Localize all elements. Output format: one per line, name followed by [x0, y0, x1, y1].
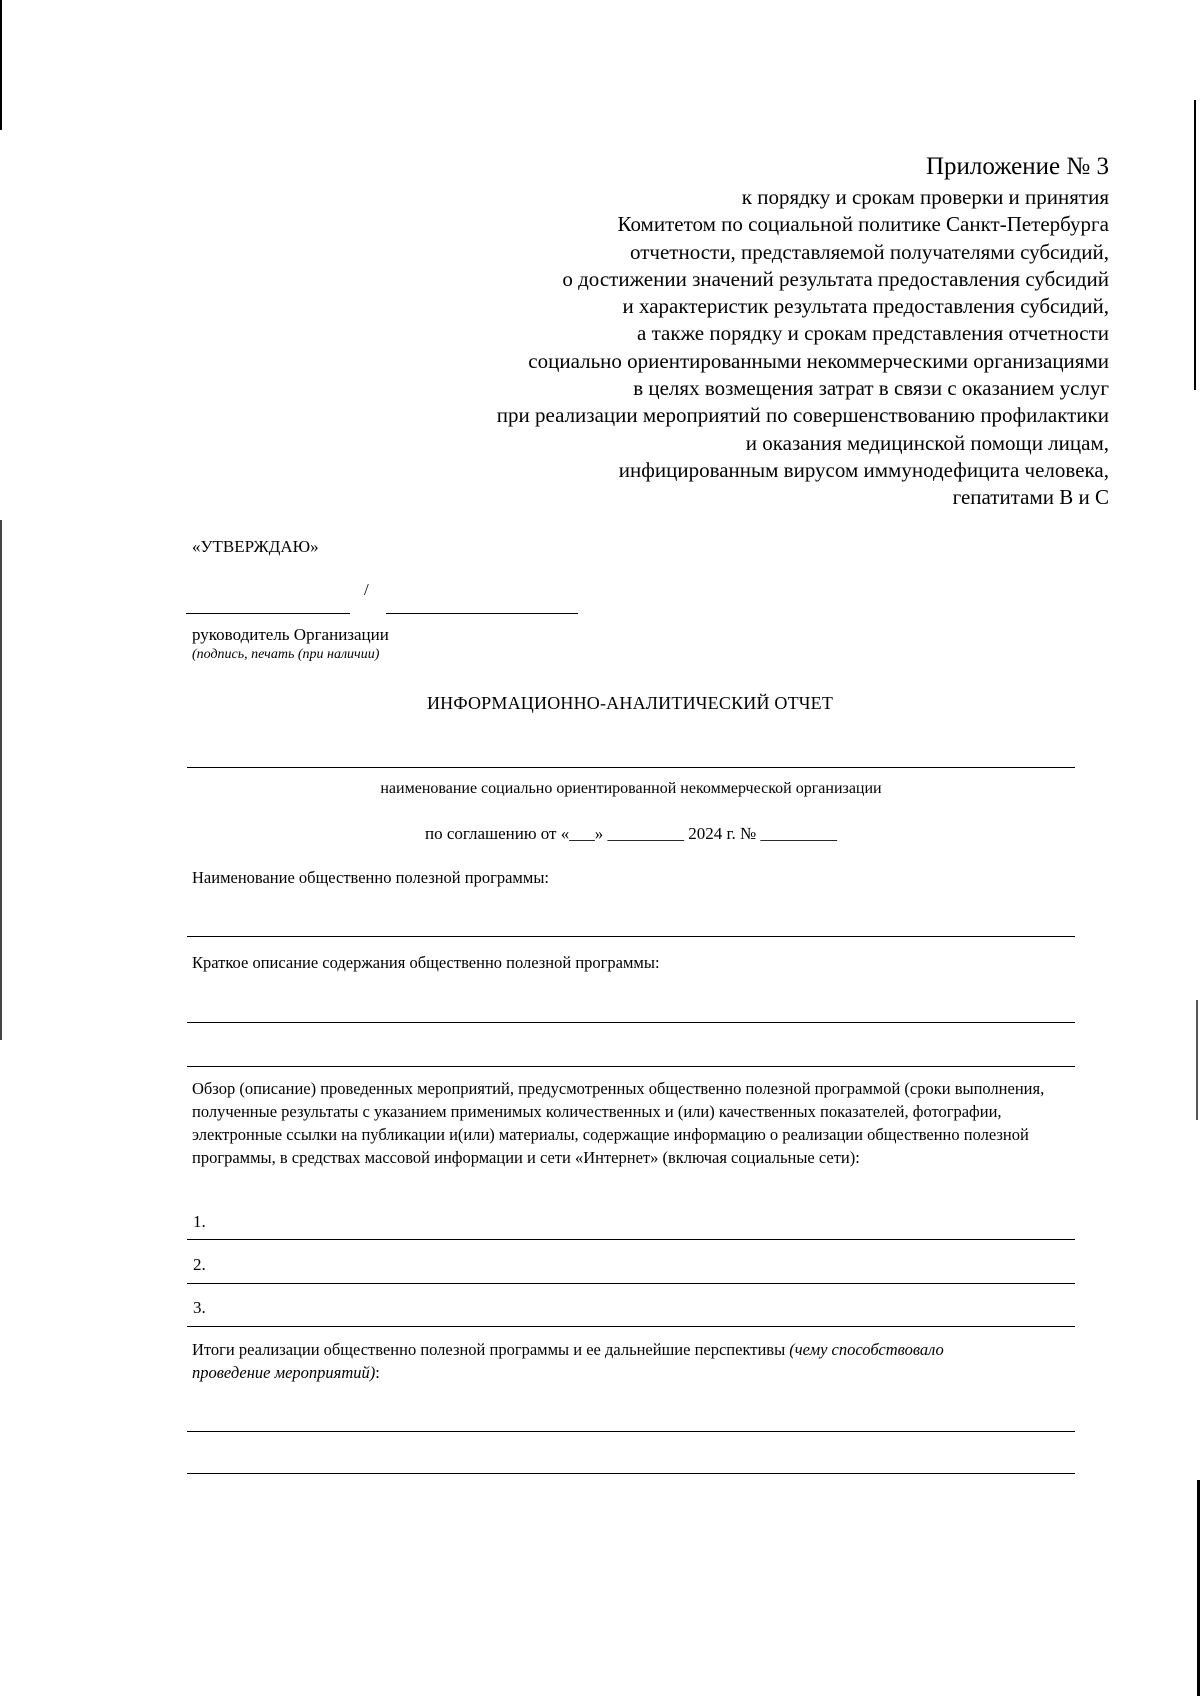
program-description-field-line[interactable] — [187, 1022, 1075, 1023]
appendix-line: Комитетом по социальной политике Санкт-Петербурга — [617, 212, 1109, 237]
appendix-title: Приложение № 3 — [925, 153, 1109, 180]
scan-edge-right-middle — [1196, 1000, 1198, 1120]
approval-label: «УТВЕРЖДАЮ» — [192, 537, 319, 556]
appendix-line: и характеристик результата предоставления субсидий, — [622, 294, 1109, 319]
scan-edge-right-top — [1194, 100, 1196, 390]
results-field-line[interactable] — [187, 1473, 1075, 1474]
organization-name-field[interactable] — [187, 767, 1075, 768]
appendix-line: в целях возмещения затрат в связи с оказанием услуг — [633, 376, 1109, 401]
events-review-label: Обзор (описание) проведенных мероприятий, предусмотренных общественно полезной программой (сроки выполнения, полученные результаты с указанием применимых количественных и (или) качественных показателей, фотографии, электронные ссылки на публикации и(или) материалы, содержащие информацию о реализации общественно полезной программы, в средствах массовой информации и сети «Интернет» (включая социальные сети): — [192, 1079, 1045, 1167]
list-item-field[interactable] — [187, 1326, 1075, 1327]
program-name-field[interactable] — [187, 936, 1075, 937]
list-item-field[interactable] — [187, 1239, 1075, 1240]
program-description-label: Краткое описание содержания общественно полезной программы: — [192, 953, 660, 972]
list-item-number: 2. — [193, 1255, 206, 1274]
program-name-label: Наименование общественно полезной программы: — [192, 868, 549, 887]
signature-slash: / — [364, 580, 369, 599]
appendix-line: гепатитами В и С — [952, 485, 1109, 510]
appendix-line: социально ориентированными некоммерческими организациями — [528, 348, 1109, 373]
appendix-line: к порядку и срокам проверки и принятия — [741, 185, 1109, 209]
signature-line[interactable] — [186, 613, 350, 614]
head-role-label: руководитель Организации — [192, 625, 389, 644]
results-label-main: Итоги реализации общественно полезной программы и ее дальнейшие перспективы — [192, 1340, 790, 1359]
organization-name-caption: наименование социально ориентированной некоммерческой организации — [380, 780, 882, 797]
program-description-field-line[interactable] — [187, 1066, 1075, 1067]
appendix-header — [497, 150, 1109, 512]
appendix-line: а также порядку и срокам представления отчетности — [637, 321, 1109, 346]
results-label-italic: (чему способствовало проведение мероприятий) — [192, 1340, 944, 1382]
results-field-line[interactable] — [187, 1431, 1075, 1432]
appendix-line: при реализации мероприятий по совершенствованию профилактики — [496, 403, 1109, 428]
scan-edge-left-middle — [0, 520, 2, 1040]
appendix-line: отчетности, представляемой получателями субсидий, — [630, 239, 1109, 264]
report-title: ИНФОРМАЦИОННО-АНАЛИТИЧЕСКИЙ ОТЧЕТ — [426, 693, 834, 713]
results-label — [192, 1338, 992, 1384]
appendix-line: и оказания медицинской помощи лицам, — [745, 430, 1109, 455]
appendix-line: инфицированным вирусом иммунодефицита человека, — [618, 457, 1109, 482]
agreement-line: по соглашению от «___» _________ 2024 г. № _________ — [424, 824, 838, 843]
list-item-number: 3. — [193, 1298, 206, 1317]
signature-note: (подпись, печать (при наличии) — [192, 647, 380, 662]
appendix-line: о достижении значений результата предоставления субсидий — [562, 266, 1109, 291]
results-label-end: : — [375, 1363, 380, 1382]
signature-name-line[interactable] — [386, 613, 578, 614]
scan-edge-left-top — [0, 0, 2, 130]
list-item-number: 1. — [193, 1212, 206, 1231]
list-item-field[interactable] — [187, 1283, 1075, 1284]
